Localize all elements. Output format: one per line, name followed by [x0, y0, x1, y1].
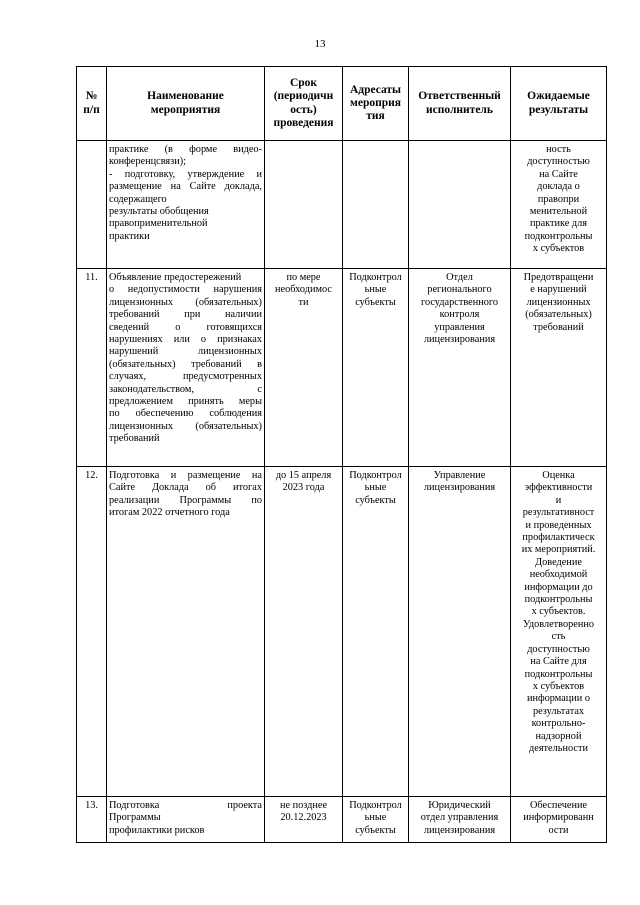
event-results: Предотвращени е нарушений лицензионных (обязательных) требований	[511, 269, 607, 467]
event-term: не позднее 20.12.2023	[265, 797, 343, 843]
header-term: Срок (периодичн ость) проведения	[265, 67, 343, 141]
page-number: 13	[314, 38, 326, 50]
event-name: Подготовка и размещение на Сайте Доклада об итогах реализации Программы по итогам 2022 отчетного года	[107, 467, 265, 797]
table-row	[77, 269, 607, 467]
event-addressees: Подконтрол ьные субъекты	[343, 467, 409, 797]
events-table	[76, 66, 607, 843]
header-num: № п/п	[77, 67, 107, 141]
event-executor	[409, 141, 511, 269]
event-name: практике (в форме видео- конференцсвязи); - подготовку, утверждение и размещение на Сайте доклада, содержащего результаты обобщения правоприменительной практики	[107, 141, 265, 269]
row-number: 13.	[77, 797, 107, 843]
event-executor: Управление лицензирования	[409, 467, 511, 797]
table-header-row	[77, 67, 607, 141]
table-row	[77, 467, 607, 797]
event-addressees: Подконтрол ьные субъекты	[343, 797, 409, 843]
header-executor: Ответственный исполнитель	[409, 67, 511, 141]
table-row	[77, 141, 607, 269]
header-name: Наименование мероприятия	[107, 67, 265, 141]
event-results: Обеспечение информированн ости	[511, 797, 607, 843]
row-number	[77, 141, 107, 269]
event-addressees	[343, 141, 409, 269]
event-name: Объявление предостережений о недопустимости нарушения лицензионных (обязательных) требований при наличии сведений о готовящихся нарушениях или о признаках нарушений лицензионных (обязательных) требований в случаях, предусмотренных законодательством, с предложением принять меры по обеспечению соблюдения лицензионных (обязательных) требований	[107, 269, 265, 467]
event-term: до 15 апреля 2023 года	[265, 467, 343, 797]
event-term: по мере необходимос ти	[265, 269, 343, 467]
event-term	[265, 141, 343, 269]
event-executor: Отдел регионального государственного контроля управления лицензирования	[409, 269, 511, 467]
row-number: 12.	[77, 467, 107, 797]
header-results: Ожидаемые результаты	[511, 67, 607, 141]
event-executor: Юридический отдел управления лицензирования	[409, 797, 511, 843]
header-addressees: Адресаты мероприя тия	[343, 67, 409, 141]
row-number: 11.	[77, 269, 107, 467]
event-addressees: Подконтрол ьные субъекты	[343, 269, 409, 467]
table-row	[77, 797, 607, 843]
event-name: Подготовка проекта Программы профилактики рисков	[107, 797, 265, 843]
event-results: Оценка эффективности и результативност и проведенных профилактическ их мероприятий. Доведение необходимой информации до подконтрольны х субъектов. Удовлетворенно сть доступностью на Сайте для подконтрольны х субъектов информации о результатах контрольно- надзорной деятельности	[511, 467, 607, 797]
event-results: ность доступностью на Сайте доклада о правопри менительной практике для подконтрольны х субъектов	[511, 141, 607, 269]
